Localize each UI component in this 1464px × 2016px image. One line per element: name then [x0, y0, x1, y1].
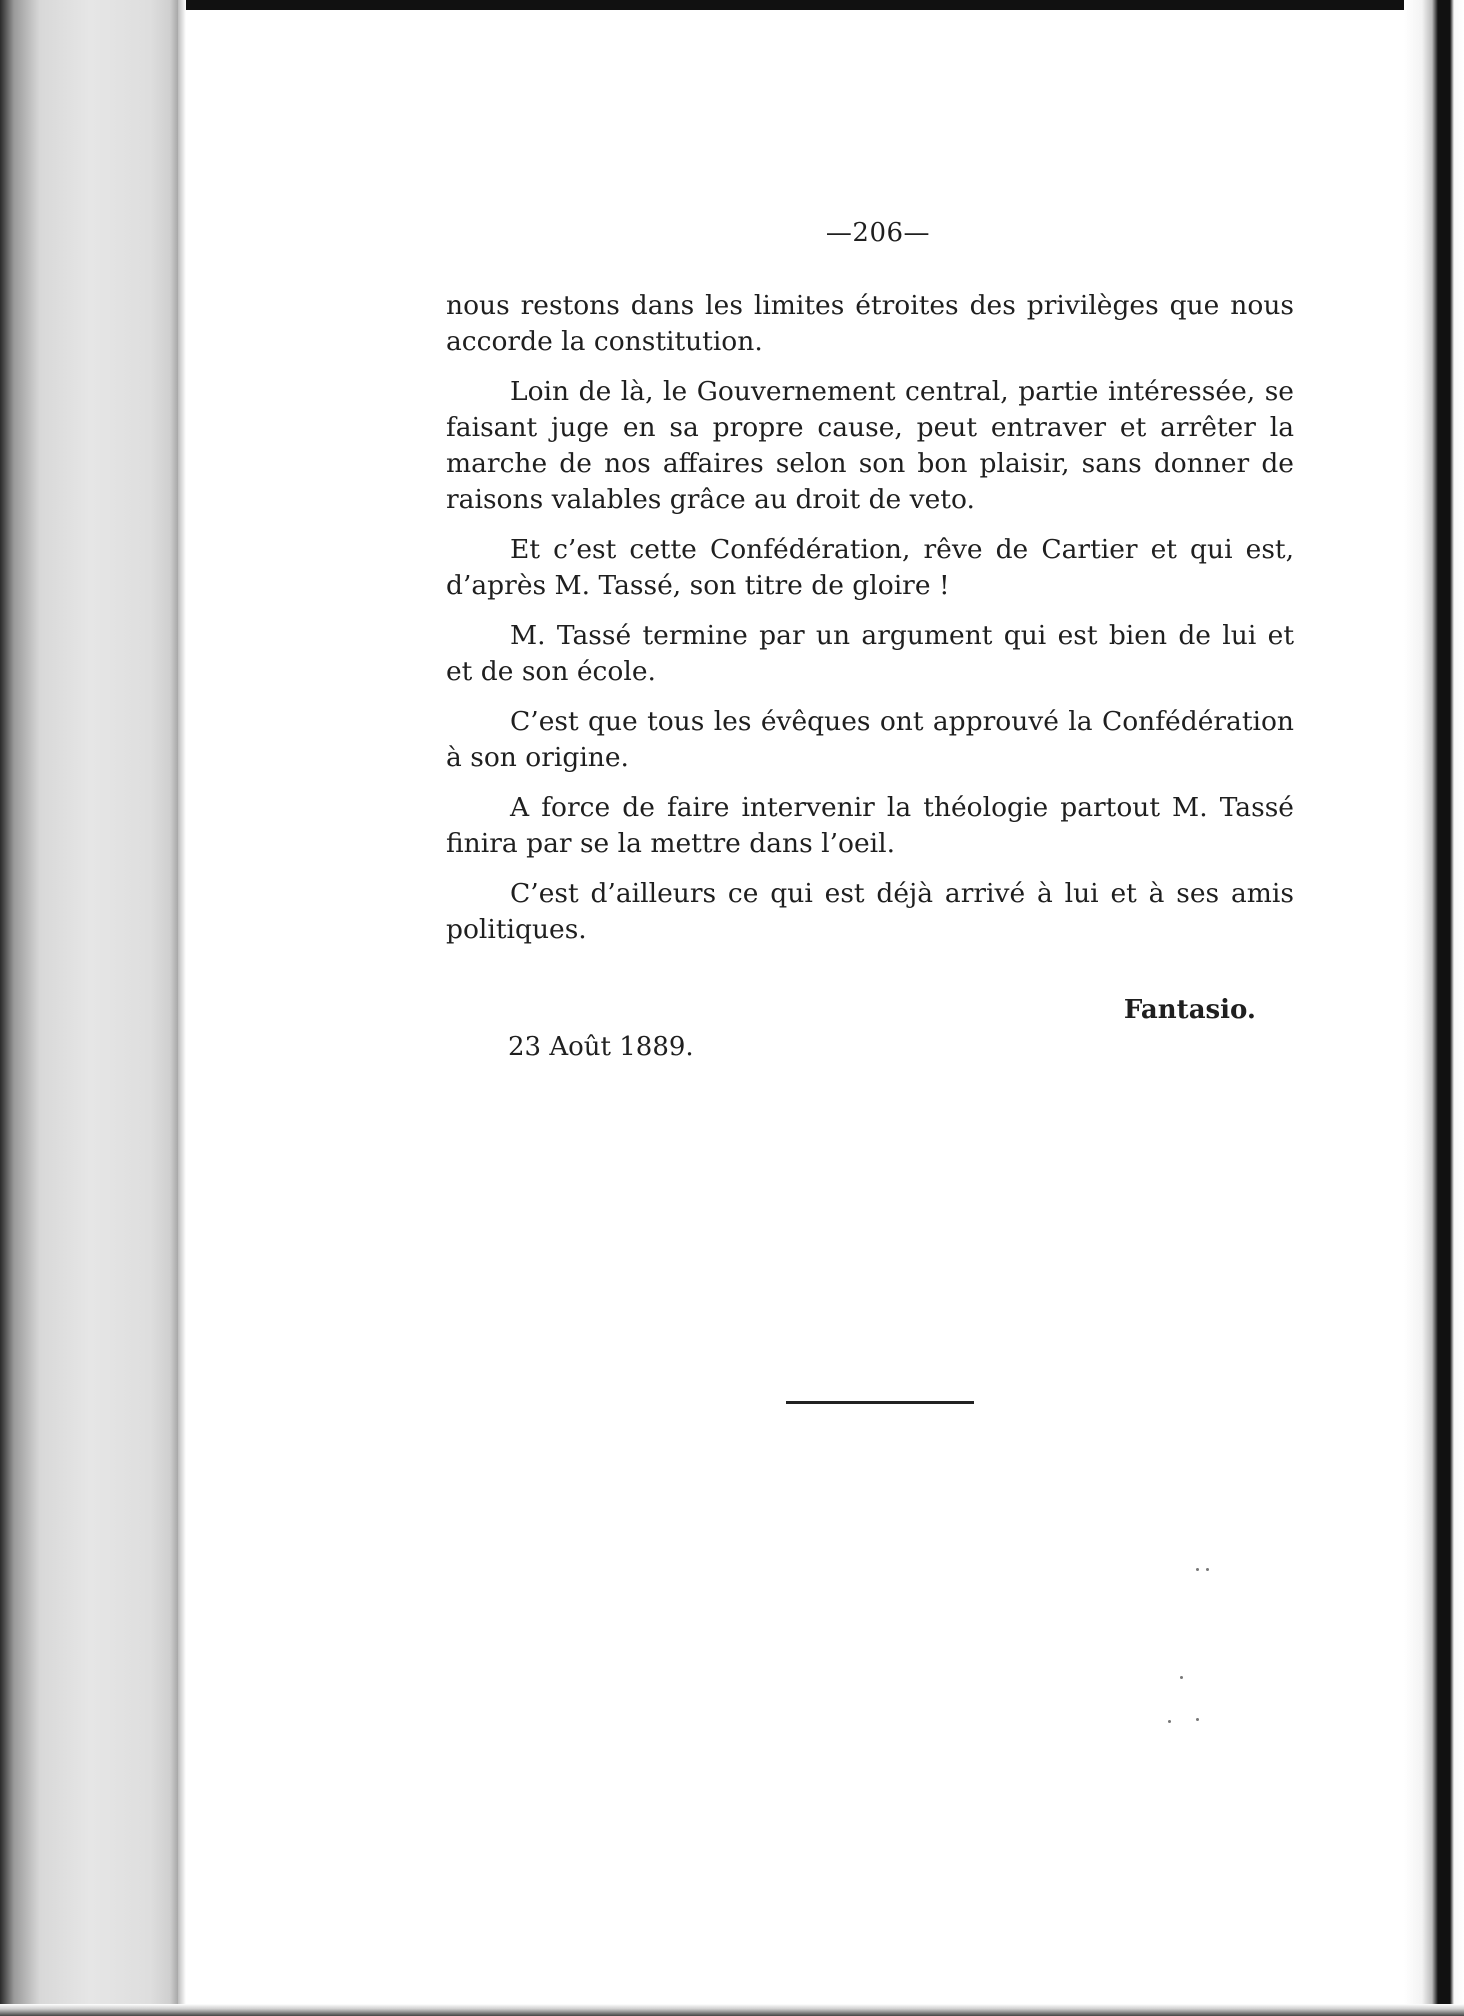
scan-speck — [1196, 1718, 1199, 1721]
paragraph: C’est que tous les évêques ont approuvé la Confédération à son origine. — [446, 706, 1294, 773]
scan-speck — [1206, 1568, 1209, 1571]
section-divider — [786, 1401, 974, 1404]
paragraph: nous restons dans les limites étroites des privilèges que nous accorde la constitution. — [446, 290, 1294, 357]
scan-speck — [1196, 1568, 1199, 1571]
paragraph: Et c’est cette Confédération, rêve de Cartier et qui est, d’après M. Tassé, son titre de gloire ! — [446, 534, 1294, 601]
paragraph: M. Tassé termine par un argument qui est bien de lui et et de son école. — [446, 620, 1294, 687]
scan-book-gutter — [0, 0, 178, 2016]
scan-gutter-shadow — [178, 0, 186, 2016]
scan-right-edge — [1404, 0, 1464, 2016]
author-signature: Fantasio. — [1123, 995, 1256, 1025]
paragraph: C’est d’ailleurs ce qui est déjà arrivé à lui et à ses amis politiques. — [446, 878, 1294, 945]
paragraph: A force de faire intervenir la théologie partout M. Tassé finira par se la mettre dans l’oeil. — [446, 792, 1294, 859]
dateline: 23 Août 1889. — [508, 1032, 694, 1062]
scan-speck — [1168, 1720, 1171, 1723]
paragraph: Loin de là, le Gouvernement central, partie intéressée, se faisant juge en sa propre cause, peut entraver et arrêter la marche de nos affaires selon son bon plaisir, sans donner de raisons valables grâce au droit de veto. — [446, 376, 1294, 515]
body-text — [446, 288, 1294, 962]
scan-top-edge — [0, 0, 1464, 10]
page-number: —206— — [825, 218, 931, 248]
scan-bottom-edge — [0, 2004, 1464, 2016]
scan-speck — [1180, 1676, 1183, 1679]
